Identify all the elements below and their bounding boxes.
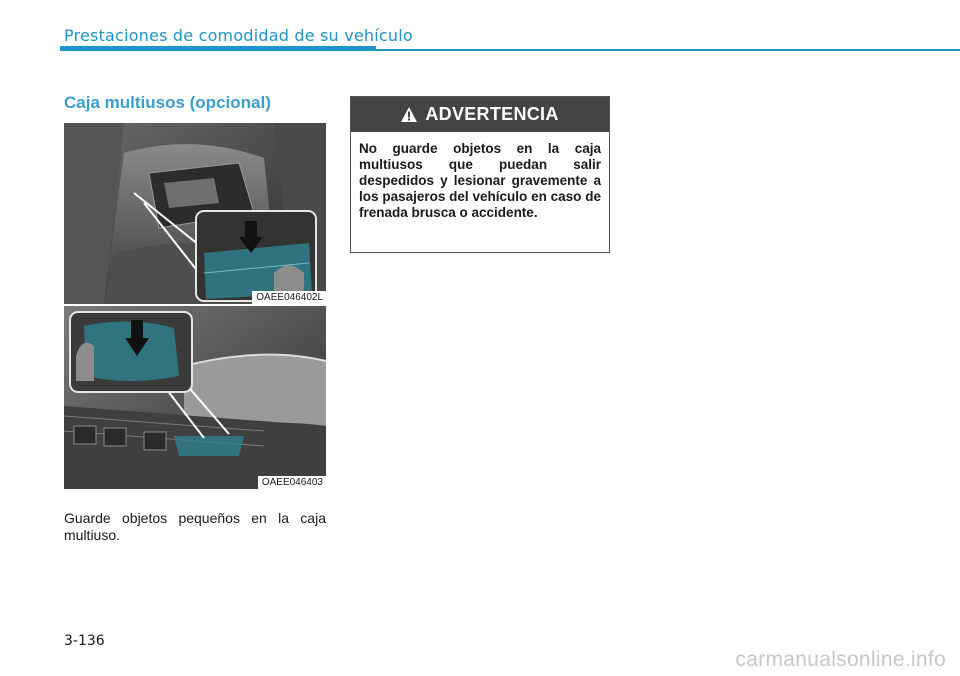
watermark: carmanualsonline.info (735, 648, 946, 671)
armrest-illustration (64, 306, 326, 489)
header-title: Prestaciones de comodidad de su vehículo (64, 26, 413, 45)
figure-console-box (64, 123, 326, 304)
warning-title: ADVERTENCIA (425, 104, 559, 124)
console-illustration (64, 123, 326, 304)
header-rule-thin (376, 49, 960, 51)
section-title: Caja multiusos (opcional) (64, 93, 271, 112)
warning-triangle-icon (401, 107, 417, 122)
header-rule-thick (60, 46, 376, 51)
figure-armrest-box (64, 306, 326, 489)
page-number: 3-136 (64, 633, 105, 649)
body-paragraph: Guarde objetos pequeños en la caja multiuso. (64, 510, 326, 543)
figure-code: OAEE046402L (252, 291, 326, 304)
warning-header (351, 97, 609, 132)
warning-box (350, 96, 610, 253)
warning-text: No guarde objetos en la caja multiusos que puedan salir despedidos y lesionar gravemente a los pasajeros del vehículo en caso de frenada brusca o accidente. (359, 141, 601, 220)
figure-code: OAEE046403 (258, 476, 326, 489)
